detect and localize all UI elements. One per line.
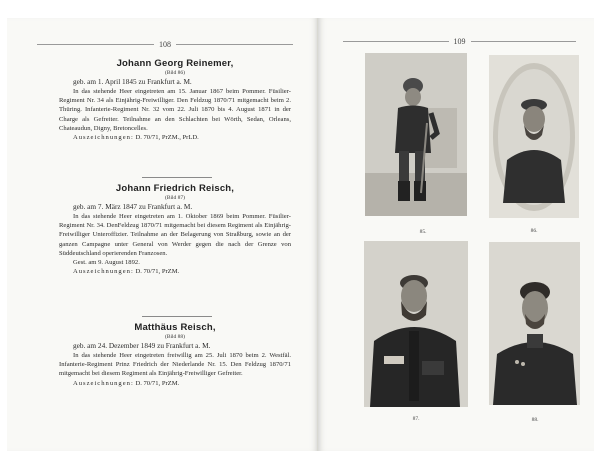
- entry-image-ref: (Bild 86): [164, 70, 185, 76]
- biography-entry-reinemer: [59, 58, 291, 142]
- photo-caption-87: 87.: [412, 416, 420, 422]
- left-page: [7, 18, 318, 451]
- entry-text: In das stehende Heer eingetreten am 1. Oktober 1869 beim Pommer. Füsilier-Regiment Nr. 34. DenFeldzug 1870/71 mitgemacht bei diesem Regiment als Einjährig-Freiwilliger Unteroffizier. Teilnahme an der Belagerung von Straßburg, sowie an der ganzen Campagne unter General von Werder gegen die nach der Grenze von Süddeutschland operierenden Franzosen.: [59, 213, 291, 257]
- book-spread: [7, 18, 594, 451]
- awards-label: Auszeichnungen:: [73, 379, 134, 387]
- photo-85-standing-soldier: [365, 53, 467, 216]
- photo-caption-88: 88.: [531, 417, 539, 423]
- awards-value: D. 70/71, PrZM., PrLD.: [135, 134, 199, 142]
- section-divider: [142, 316, 212, 317]
- entry-image-ref: (Bild 87): [164, 195, 185, 201]
- header-rule: [471, 41, 577, 42]
- page-number-left: 108: [159, 39, 171, 49]
- photo-87-bearded-soldier: [364, 241, 468, 407]
- right-page: [318, 18, 594, 451]
- entry-awards: [59, 379, 291, 388]
- entry-image-ref: (Bild 88): [164, 334, 185, 340]
- young-soldier-illustration: [489, 242, 580, 405]
- entry-birth: geb. am 7. März 1847 zu Frankfurt a. M.: [73, 202, 193, 211]
- entry-name: Johann Friedrich Reisch,: [115, 183, 235, 194]
- standing-soldier-illustration: [365, 53, 467, 216]
- page-number-right: 109: [453, 36, 466, 46]
- entry-birth: geb. am 24. Dezember 1849 zu Frankfurt a. M.: [73, 341, 211, 350]
- entry-name: Matthäus Reisch,: [134, 322, 216, 333]
- photo-caption-86: 86.: [530, 228, 538, 234]
- bearded-soldier-illustration: [364, 241, 468, 407]
- entry-death: Gest. am 9. August 1892.: [73, 259, 140, 267]
- header-rule: [343, 41, 449, 42]
- entry-awards: [59, 133, 291, 142]
- entry-text: In das stehende Heer eingetreten am 15. Januar 1867 beim Pommer. Füsilier-Regiment Nr. 34 als Einjährig-Freiwilliger. Den Feldzug 1870/71 mitgemacht beim 2. Thüring. Infanterie-Regiment Nr. 32 vom 22. Juli 1870 bis 4. August 1871 in der Charge als Gefreiter. Teilnahme an den Schlachten bei Wörth, Sedan, Orleans, Chateaudun, Digny, Bretoncelles.: [59, 88, 291, 132]
- header-rule: [176, 44, 293, 45]
- entry-awards: [59, 267, 291, 276]
- biography-entry-matthaeus-reisch: [59, 322, 291, 388]
- photo-86-oval-portrait: [489, 55, 579, 218]
- awards-label: Auszeichnungen:: [73, 268, 134, 276]
- header-rule: [37, 44, 154, 45]
- entry-name: Johann Georg Reinemer,: [116, 58, 234, 69]
- awards-value: D. 70/71, PrZM.: [135, 268, 180, 276]
- biography-entry-johann-friedrich-reisch: [59, 183, 291, 276]
- entry-birth: geb. am 1. April 1845 zu Frankfurt a. M.: [73, 77, 192, 86]
- section-divider: [142, 177, 212, 178]
- page-header-right: [343, 36, 576, 46]
- photo-88-young-soldier: [489, 242, 580, 405]
- awards-label: Auszeichnungen:: [73, 134, 134, 142]
- photo-caption-85: 85.: [419, 229, 427, 235]
- oval-portrait-illustration: [489, 55, 579, 218]
- page-header-left: [37, 39, 293, 49]
- entry-text: In das stehende Heer eingetreten freiwillig am 25. Juli 1870 beim 2. Westfäl. Infanterie-Regiment Prinz Friedrich der Niederlande Nr. 15. Den Feldzug 1870/71 mitgemacht bei diesem Regiment als Einjährig-Freiwilliger Gefreiter.: [59, 352, 291, 378]
- awards-value: D. 70/71, PrZM.: [135, 379, 180, 387]
